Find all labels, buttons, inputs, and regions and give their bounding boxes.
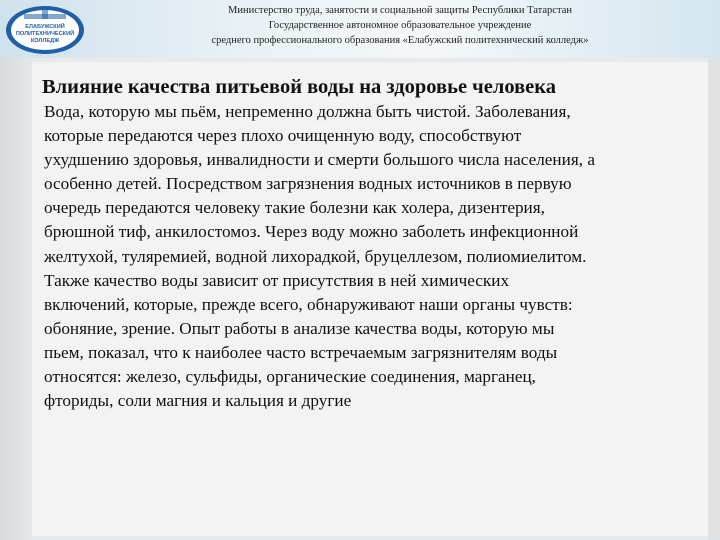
college-logo [4, 4, 86, 56]
slide-body [44, 100, 704, 413]
body-line: включений, которые, прежде всего, обнаруживают наши органы чувств: [44, 294, 573, 314]
body-line: обоняние, зрение. Опыт работы в анализе качества воды, которую мы [44, 318, 555, 338]
body-line: фториды, соли магния и кальция и другие [44, 391, 352, 411]
header-line-college-name: среднего профессионального образования «Елабужский политехнический колледж» [211, 35, 589, 46]
body-line: очередь передаются человеку такие болезни как холера, дизентерия, [44, 198, 545, 218]
logo-line-3: КОЛЛЕДЖ [30, 38, 60, 44]
logo-line-2: ПОЛИТЕХНИЧЕСКИЙ [15, 31, 75, 37]
logo-line-1: ЕЛАБУЖСКИЙ [25, 24, 65, 30]
header-line-institution-type: Государственное автономное образовательное учреждение [268, 20, 532, 31]
body-line: которые передаются через плохо очищенную воду, способствуют [44, 126, 522, 146]
body-line: Вода, которую мы пьём, непременно должна быть чистой. Заболевания, [44, 102, 571, 121]
body-line: брюшной тиф, анкилостомоз. Через воду можно заболеть инфекционной [44, 222, 579, 242]
header-line-ministry: Министерство труда, занятости и социальной защиты Республики Татарстан [228, 5, 572, 16]
body-line: особенно детей. Посредством загрязнения водных источников в первую [44, 174, 572, 194]
right-shade [708, 58, 720, 540]
body-line: Также качество воды зависит от присутствия в ней химических [44, 270, 510, 290]
institution-header [100, 3, 700, 48]
body-line: пьем, показал, что к наиболее часто встречаемым загрязнителям воды [44, 342, 558, 362]
body-line: ухудшению здоровья, инвалидности и смерти большого числа населения, а [44, 150, 595, 170]
body-line: относятся: железо, сульфиды, органические соединения, марганец, [44, 367, 536, 387]
body-line: желтухой, туляремией, водной лихорадкой, бруцеллезом, полиомиелитом. [44, 246, 587, 266]
left-shade [0, 58, 32, 540]
slide-title: Влияние качества питьевой воды на здоровье человека [42, 76, 556, 98]
